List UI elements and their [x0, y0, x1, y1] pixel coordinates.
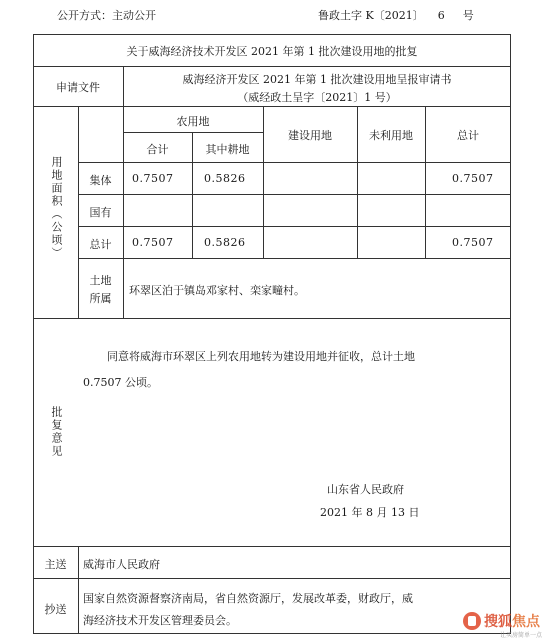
ownership-label-1: 土地: [89, 274, 112, 287]
document-number-suffix: 号: [462, 9, 474, 22]
form-border: [33, 34, 511, 634]
application-label: 申请文件: [56, 81, 100, 94]
column-unused: 未利用地: [369, 129, 413, 142]
total-farmland: 0.5826: [204, 236, 246, 249]
ownership-label-2: 所属: [89, 292, 112, 305]
document-number-value: 6: [437, 9, 445, 22]
approval-label: 批复意见: [50, 406, 63, 458]
approval-body-line1: 同意将威海市环翠区上列农用地转为建设用地并征收，总计土地: [107, 350, 415, 363]
collective-total: 0.7507: [452, 172, 494, 185]
total-total: 0.7507: [452, 236, 494, 249]
application-title: 威海经济开发区 2021 年第 1 批次建设用地呈报审请书: [182, 73, 452, 86]
document-number-prefix: 鲁政土字 K〔2021〕: [318, 9, 424, 22]
land-area-label: 用地面积（公顷）: [50, 156, 63, 260]
approval-date: 2021 年 8 月 13 日: [320, 506, 420, 519]
row-label-total: 总计: [89, 238, 112, 251]
house-icon: [463, 612, 481, 630]
document-title: 关于威海经济技术开发区 2021 年第 1 批次建设用地的批复: [126, 45, 418, 58]
approval-body-line2: 0.7507 公顷。: [83, 376, 158, 389]
column-construction: 建设用地: [288, 129, 332, 142]
watermark-brand-b: 焦点: [512, 614, 540, 630]
application-number: （威经政土呈字〔2021〕1 号）: [237, 91, 397, 104]
document-number: [318, 7, 474, 23]
collective-subtotal: 0.7507: [132, 172, 174, 185]
total-subtotal: 0.7507: [132, 236, 174, 249]
watermark-brand-a: 搜狐: [484, 614, 512, 630]
row-label-state: 国有: [89, 206, 112, 219]
ownership-value: 环翠区泊于镇岛邓家村、栾家疃村。: [129, 284, 305, 297]
cc-line1: 国家自然资源督察济南局，省自然资源厅，发展改革委，财政厅，威: [83, 592, 413, 605]
row-label-collective: 集体: [89, 174, 112, 187]
watermark-logo: [463, 611, 540, 631]
collective-farmland: 0.5826: [204, 172, 246, 185]
approval-form: [33, 34, 511, 634]
disclosure-method: 公开方式：主动公开: [57, 9, 156, 22]
cc-label: 抄送: [44, 603, 67, 616]
column-farmland: 其中耕地: [205, 143, 250, 156]
cc-line2: 海经济技术开发区管理委员会。: [83, 614, 237, 627]
watermark-slogan: 让买房简单一点: [499, 632, 542, 639]
column-subtotal: 合计: [146, 143, 169, 156]
main-recipient-label: 主送: [44, 558, 67, 571]
column-agricultural: 农用地: [176, 115, 210, 128]
main-recipient-value: 威海市人民政府: [83, 558, 160, 571]
column-total: 总计: [457, 129, 479, 142]
approval-issuer: 山东省人民政府: [327, 483, 404, 496]
